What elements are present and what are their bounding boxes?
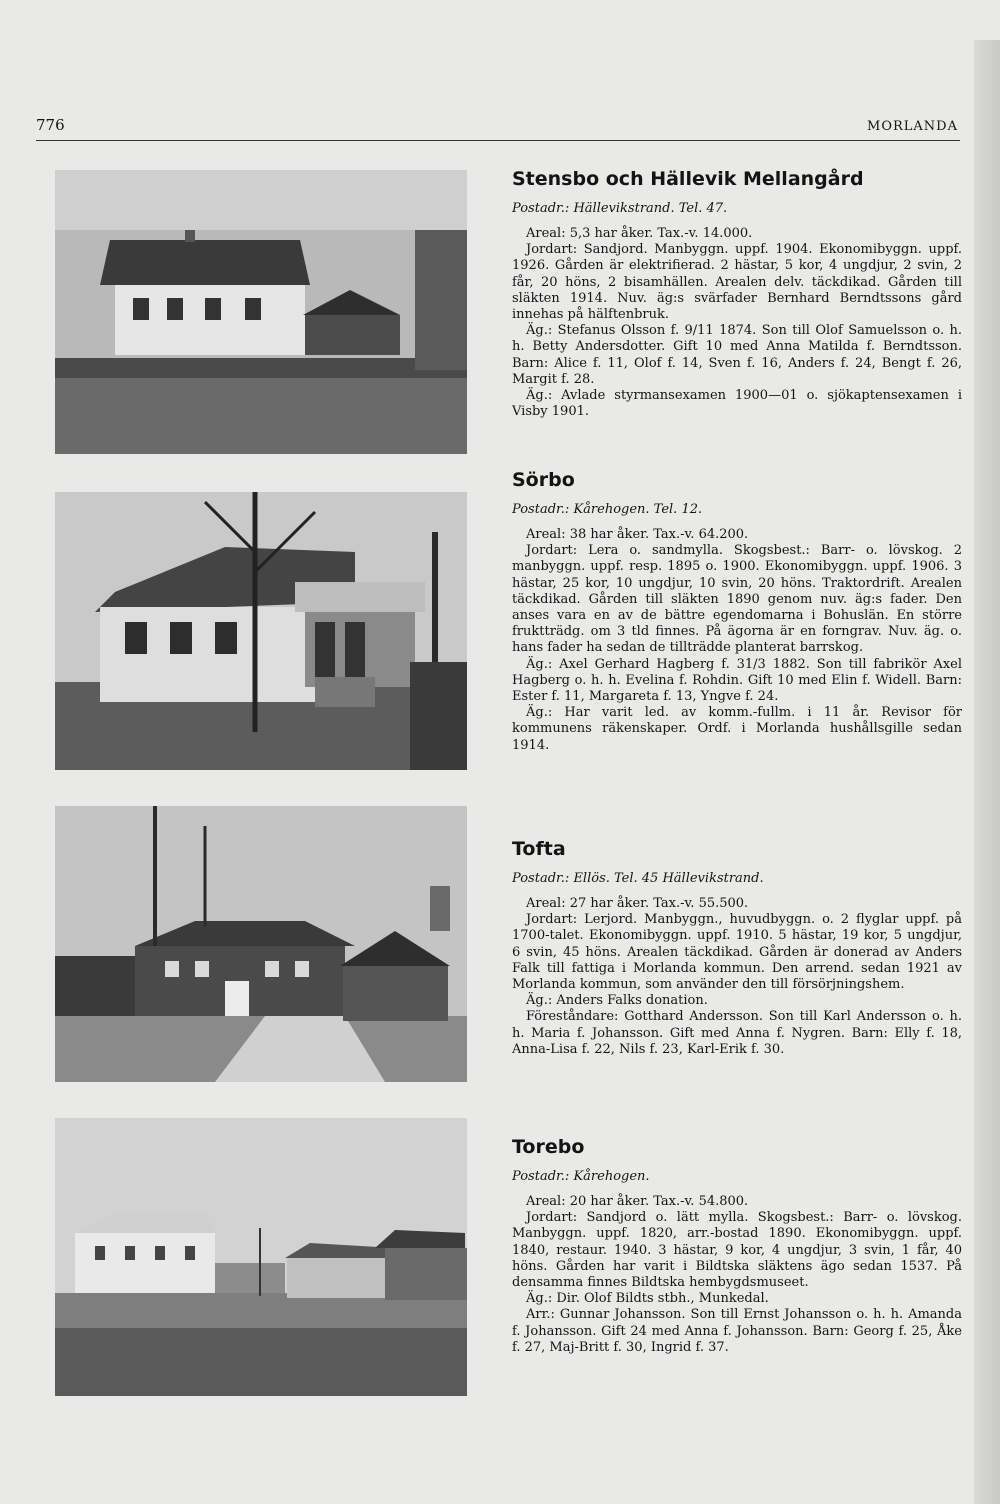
entry-sorbo [512, 469, 962, 754]
entry-title: Sörbo [512, 469, 575, 491]
photo-tofta [55, 806, 467, 1082]
entry-paragraph: Äg.: Har varit led. av komm.-fullm. i 11 år. Revisor för kommunens räkenskaper. Ordf. i Morlanda hushållsgille sedan 1914. [512, 705, 962, 753]
page-number: 776 [36, 116, 65, 134]
photo-stensbo [55, 170, 467, 454]
entry-title: Torebo [512, 1136, 585, 1158]
entry-tofta [512, 838, 962, 1058]
entry-paragraph: Areal: 38 har åker. Tax.-v. 64.200. [526, 527, 749, 542]
header-rule [36, 140, 960, 141]
entry-paragraph: Areal: 27 har åker. Tax.-v. 55.500. [526, 896, 749, 911]
entry-paragraph: Äg.: Dir. Olof Bildts stbh., Munkedal. [526, 1291, 769, 1307]
entry-paragraph: Areal: 5,3 har åker. Tax.-v. 14.000. [526, 226, 753, 241]
entry-paragraph: Äg.: Avlade styrmansexamen 1900—01 o. sjökaptensexamen i Visby 1901. [512, 388, 962, 420]
entry-paragraph: Äg.: Axel Gerhard Hagberg f. 31/3 1882. Son till fabrikör Axel Hagberg o. h. h. Evelina f. Rohdin. Gift 10 med Elin f. Widell. Barn: Ester f. 11, Margareta f. 13, Yngve f. 24. [512, 656, 962, 705]
entry-paragraph: Jordart: Lera o. sandmylla. Skogsbest.: Barr- o. lövskog. 2 manbyggn. uppf. resp. 1895 o. 1900. Ekonomibyggn. uppf. 1906. 3 hästar, 25 kor, 10 ungdjur, 10 svin, 20 höns. Traktordrift. Arealen täckdikad. Gården till släkten 1890 genom nuv. äg:s fader. Den anses vara en av de bättre egendomarna i Bohuslän. En större fruktträdg. om 3 tld finnes. På ägorna är en forngrav. Nuv. äg. o. hans fader ha sedan de tillträdde planterat barrskog. [512, 543, 962, 656]
photo-sorbo [55, 492, 467, 770]
entry-postal: Postadr.: Kårehogen. [512, 1169, 650, 1184]
entry-paragraph: Äg.: Stefanus Olsson f. 9/11 1874. Son till Olof Samuelsson o. h. h. Betty Andersdotter. Gift 10 med Anna Matilda f. Berndtsson. Barn: Alice f. 11, Olof f. 14, Sven f. 16, Anders f. 24, Bengt f. 26, Margit f. 28. [512, 323, 962, 387]
entry-torebo [512, 1136, 962, 1356]
entry-postal: Postadr.: Ellös. Tel. 45 Hällevikstrand. [512, 871, 764, 886]
running-head: MORLANDA [867, 119, 958, 134]
entry-paragraph: Arr.: Gunnar Johansson. Son till Ernst Johansson o. h. h. Amanda f. Johansson. Gift 24 med Anna f. Johansson. Barn: Georg f. 25, Åke f. 27, Maj-Britt f. 30, Ingrid f. 37. [512, 1307, 962, 1355]
page-edge [974, 40, 1000, 1504]
entry-paragraph: Föreståndare: Gotthard Andersson. Son till Karl Andersson o. h. h. Maria f. Johansson. Gift med Anna f. Nygren. Barn: Elly f. 18, Anna-Lisa f. 22, Nils f. 23, Karl-Erik f. 30. [512, 1009, 962, 1057]
photo-torebo [55, 1118, 467, 1396]
entry-title: Stensbo och Hällevik Mellangård [512, 168, 864, 190]
entry-postal: Postadr.: Hällevikstrand. Tel. 47. [512, 201, 728, 216]
entry-stensbo [512, 168, 962, 420]
entry-postal: Postadr.: Kårehogen. Tel. 12. [512, 502, 703, 517]
entry-paragraph: Jordart: Sandjord o. lätt mylla. Skogsbest.: Barr- o. lövskog. Manbyggn. uppf. 1820, arr.-bostad 1890. Ekonomibyggn. uppf. 1840, restaur. 1940. 3 hästar, 9 kor, 4 ungdjur, 3 svin, 1 får, 40 höns. Gården har varit i Bildtska släktens ägo sedan 1537. På densamma finnes Bildtska hembygdsmuseet. [512, 1210, 962, 1291]
entry-paragraph: Areal: 20 har åker. Tax.-v. 54.800. [526, 1194, 749, 1209]
entry-paragraph: Jordart: Sandjord. Manbyggn. uppf. 1904. Ekonomibyggn. uppf. 1926. Gården är elektrifierad. 2 hästar, 5 kor, 4 ungdjur, 2 svin, 2 får, 20 höns, 2 bisamhällen. Arealen delv. täckdikad. Gården till släkten 1914. Nuv. äg:s svärfader Bernhard Berndtssons gård innehas på hälftenbruk. [512, 242, 962, 323]
entry-title: Tofta [512, 838, 566, 860]
entry-paragraph: Äg.: Anders Falks donation. [526, 993, 708, 1009]
entry-paragraph: Jordart: Lerjord. Manbyggn., huvudbyggn. o. 2 flyglar uppf. på 1700-talet. Ekonomibyggn. uppf. 1910. 5 hästar, 19 kor, 5 ungdjur, 6 svin, 45 höns. Arealen täckdikad. Gården är donerad av Anders Falk till fattiga i Morlanda kommun. Den arrend. sedan 1921 av Morlanda kommun, som använder den till försörjningshem. [512, 912, 962, 993]
